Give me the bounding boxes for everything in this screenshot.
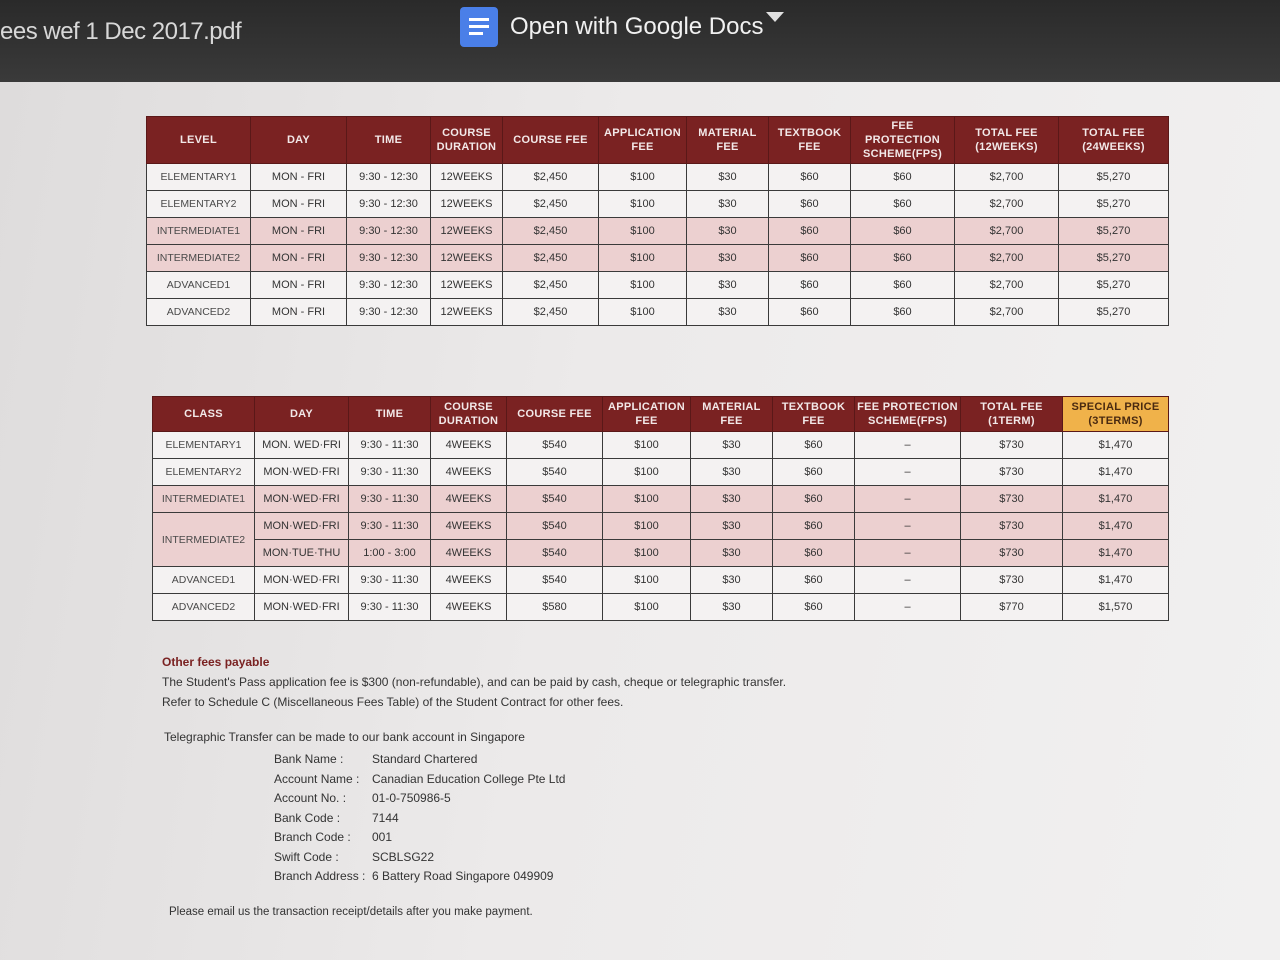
table-row <box>153 486 1169 513</box>
table-cell: 12WEEKS <box>431 299 503 326</box>
table-cell: 12WEEKS <box>431 245 503 272</box>
level-cell: ELEMENTARY2 <box>153 459 255 486</box>
table-cell: $730 <box>961 540 1063 567</box>
table-cell: $2,450 <box>503 191 599 218</box>
column-header: LEVEL <box>147 117 251 164</box>
table-cell: MON - FRI <box>251 245 347 272</box>
table-cell: $100 <box>599 299 687 326</box>
table-cell: $30 <box>687 191 769 218</box>
table-row <box>147 191 1169 218</box>
column-header: TOTAL FEE (12WEEKS) <box>955 117 1059 164</box>
table-cell: $1,470 <box>1063 540 1169 567</box>
column-header: TOTAL FEE (1TERM) <box>961 397 1063 432</box>
table-cell: 12WEEKS <box>431 218 503 245</box>
table-cell: $60 <box>773 540 855 567</box>
bank-field-label: Branch Address : <box>274 869 366 883</box>
table-cell: 4WEEKS <box>431 486 507 513</box>
column-header: FEE PROTECTION SCHEME(FPS) <box>851 117 955 164</box>
table-cell: 9:30 - 11:30 <box>349 567 431 594</box>
table-cell: $100 <box>603 459 691 486</box>
table-cell: $540 <box>507 567 603 594</box>
level-cell: ADVANCED2 <box>153 594 255 621</box>
table-cell: $30 <box>687 245 769 272</box>
table-cell: $540 <box>507 459 603 486</box>
table-cell: 9:30 - 12:30 <box>347 299 431 326</box>
table-cell: $100 <box>603 594 691 621</box>
table-cell: MON - FRI <box>251 299 347 326</box>
table-row <box>147 299 1169 326</box>
table-cell: $60 <box>773 594 855 621</box>
table-cell: MON - FRI <box>251 191 347 218</box>
table-cell: $100 <box>599 245 687 272</box>
table-cell: $2,700 <box>955 191 1059 218</box>
table-cell: MON - FRI <box>251 272 347 299</box>
table-cell: $2,450 <box>503 218 599 245</box>
column-header: APPLICATION FEE <box>599 117 687 164</box>
bank-field-value: SCBLSG22 <box>372 849 435 864</box>
google-docs-icon <box>460 7 498 47</box>
table-row <box>147 245 1169 272</box>
file-name: ees wef 1 Dec 2017.pdf <box>0 18 242 45</box>
table-cell: – <box>855 567 961 594</box>
table-cell: $5,270 <box>1059 299 1169 326</box>
bank-field-label: Bank Name : <box>274 752 344 766</box>
table-cell: – <box>855 513 961 540</box>
table-cell: – <box>855 486 961 513</box>
table-cell: $5,270 <box>1059 191 1169 218</box>
table-cell: 9:30 - 12:30 <box>347 245 431 272</box>
bank-intro: Telegraphic Transfer can be made to our bank account in Singapore <box>164 730 525 744</box>
table-cell: $60 <box>773 567 855 594</box>
bank-field-value: 6 Battery Road Singapore 049909 <box>372 869 554 883</box>
bank-field-value: 001 <box>372 830 393 844</box>
table-cell: $60 <box>773 486 855 513</box>
column-header: APPLICATION FEE <box>603 397 691 432</box>
column-header: TIME <box>347 117 431 164</box>
table-cell: $1,470 <box>1063 513 1169 540</box>
column-header: SPECIAL PRICE (3TERMS) <box>1063 397 1169 432</box>
table-cell: MON·WED·FRI <box>255 486 349 513</box>
column-header: FEE PROTECTION SCHEME(FPS) <box>855 397 961 432</box>
student-pass-note: The Student's Pass application fee is $300 (non-refundable), and can be paid by cash, cheque or telegraphic transfer. <box>162 675 787 689</box>
table-cell: $2,450 <box>503 272 599 299</box>
table-cell: $730 <box>961 459 1063 486</box>
table-cell: MON·WED·FRI <box>255 513 349 540</box>
table-cell: $2,700 <box>955 245 1059 272</box>
column-header: COURSE DURATION <box>431 117 503 164</box>
table-cell: $1,570 <box>1063 594 1169 621</box>
table-cell: $2,450 <box>503 245 599 272</box>
table-cell: $1,470 <box>1063 459 1169 486</box>
table-row <box>153 540 1169 567</box>
table-cell: $2,700 <box>955 164 1059 191</box>
table-cell: $100 <box>603 432 691 459</box>
table-cell: MON·WED·FRI <box>255 594 349 621</box>
table-cell: $100 <box>599 272 687 299</box>
column-header: COURSE FEE <box>507 397 603 432</box>
table-cell: $30 <box>691 513 773 540</box>
level-cell: INTERMEDIATE1 <box>147 218 251 245</box>
table-cell: $30 <box>691 486 773 513</box>
column-header: COURSE FEE <box>503 117 599 164</box>
table-cell: $60 <box>773 432 855 459</box>
table-cell: 9:30 - 11:30 <box>349 432 431 459</box>
table-cell: $60 <box>769 299 851 326</box>
table-cell: $540 <box>507 540 603 567</box>
column-header: MATERIAL FEE <box>691 397 773 432</box>
table-row <box>153 432 1169 459</box>
table-cell: $30 <box>687 272 769 299</box>
column-header: DAY <box>251 117 347 164</box>
table-cell: $60 <box>851 272 955 299</box>
bank-field-value: 01-0-750986-5 <box>372 791 451 805</box>
email-note: Please email us the transaction receipt/details after you make payment. <box>169 906 533 918</box>
level-cell: ELEMENTARY1 <box>147 164 251 191</box>
level-cell: ADVANCED2 <box>147 299 251 326</box>
table-cell: $540 <box>507 432 603 459</box>
table-row <box>153 513 1169 540</box>
fees-table-4-weeks <box>152 396 1169 621</box>
table-cell: $100 <box>603 513 691 540</box>
table-cell: 12WEEKS <box>431 191 503 218</box>
level-cell: ADVANCED1 <box>147 272 251 299</box>
table-cell: $2,700 <box>955 272 1059 299</box>
schedule-c-note: Refer to Schedule C (Miscellaneous Fees Table) of the Student Contract for other fees. <box>162 695 624 709</box>
bank-field-label: Bank Code : <box>274 810 341 825</box>
open-with-google-docs-button[interactable] <box>460 5 763 49</box>
level-cell: INTERMEDIATE2 <box>153 513 255 567</box>
bank-field-label: Swift Code : <box>274 849 339 864</box>
table-cell: MON. WED·FRI <box>255 432 349 459</box>
table-cell: 9:30 - 11:30 <box>349 459 431 486</box>
table-cell: $730 <box>961 567 1063 594</box>
table-row <box>153 567 1169 594</box>
table-cell: $60 <box>851 245 955 272</box>
column-header: TEXTBOOK FEE <box>769 117 851 164</box>
other-fees-heading: Other fees payable <box>162 655 270 669</box>
table-cell: 4WEEKS <box>431 567 507 594</box>
level-cell: INTERMEDIATE1 <box>153 486 255 513</box>
table-row <box>153 459 1169 486</box>
column-header: TEXTBOOK FEE <box>773 397 855 432</box>
table-cell: 9:30 - 11:30 <box>349 486 431 513</box>
table-cell: $60 <box>851 218 955 245</box>
table-cell: 12WEEKS <box>431 272 503 299</box>
column-header: CLASS <box>153 397 255 432</box>
column-header: TOTAL FEE (24WEEKS) <box>1059 117 1169 164</box>
table-cell: $540 <box>507 486 603 513</box>
bank-field-value: 7144 <box>372 810 399 825</box>
table-cell: $60 <box>851 299 955 326</box>
column-header: COURSE DURATION <box>431 397 507 432</box>
pdf-viewer-toolbar <box>0 0 1280 82</box>
table-cell: MON·TUE·THU <box>255 540 349 567</box>
bank-field-label: Branch Code : <box>274 830 351 844</box>
chevron-down-icon[interactable] <box>766 12 784 22</box>
fees-table-12-weeks <box>146 116 1169 326</box>
table-cell: $60 <box>773 459 855 486</box>
table-cell: $730 <box>961 486 1063 513</box>
bank-field-label: Account No. : <box>274 791 347 805</box>
table-cell: $5,270 <box>1059 164 1169 191</box>
table-cell: $730 <box>961 432 1063 459</box>
table-cell: $100 <box>603 567 691 594</box>
table-cell: 9:30 - 12:30 <box>347 218 431 245</box>
table-cell: $60 <box>769 245 851 272</box>
bank-field-value: Canadian Education College Pte Ltd <box>372 771 566 786</box>
table-cell: $5,270 <box>1059 272 1169 299</box>
table-cell: $30 <box>687 218 769 245</box>
column-header: TIME <box>349 397 431 432</box>
table-cell: $30 <box>691 567 773 594</box>
table-cell: 1:00 - 3:00 <box>349 540 431 567</box>
table-cell: $60 <box>851 191 955 218</box>
table-row <box>147 218 1169 245</box>
bank-details <box>164 730 566 883</box>
table-cell: $5,270 <box>1059 218 1169 245</box>
table-cell: $60 <box>769 191 851 218</box>
table-cell: $60 <box>769 164 851 191</box>
table-row <box>147 164 1169 191</box>
table-cell: MON - FRI <box>251 218 347 245</box>
column-header: DAY <box>255 397 349 432</box>
table-cell: $540 <box>507 513 603 540</box>
level-cell: INTERMEDIATE2 <box>147 245 251 272</box>
table-row <box>147 272 1169 299</box>
table-cell: 9:30 - 12:30 <box>347 191 431 218</box>
table-cell: – <box>855 594 961 621</box>
table-cell: $30 <box>687 299 769 326</box>
table-cell: – <box>855 540 961 567</box>
table-cell: $60 <box>769 272 851 299</box>
table-cell: $30 <box>687 164 769 191</box>
level-cell: ADVANCED1 <box>153 567 255 594</box>
table-cell: $30 <box>691 432 773 459</box>
table-cell: 12WEEKS <box>431 164 503 191</box>
table-cell: $30 <box>691 459 773 486</box>
table-cell: 9:30 - 12:30 <box>347 272 431 299</box>
table-row <box>153 594 1169 621</box>
table-cell: 4WEEKS <box>431 594 507 621</box>
table-cell: $30 <box>691 594 773 621</box>
table-cell: $2,700 <box>955 299 1059 326</box>
level-cell: ELEMENTARY1 <box>153 432 255 459</box>
table-cell: $2,450 <box>503 299 599 326</box>
bank-field-value: Standard Chartered <box>372 752 478 766</box>
table-cell: $5,270 <box>1059 245 1169 272</box>
table-cell: $100 <box>603 540 691 567</box>
table-cell: $580 <box>507 594 603 621</box>
table-cell: $2,700 <box>955 218 1059 245</box>
table-cell: 4WEEKS <box>431 540 507 567</box>
table-cell: 4WEEKS <box>431 513 507 540</box>
table-cell: $100 <box>599 218 687 245</box>
table-cell: $770 <box>961 594 1063 621</box>
table-cell: 9:30 - 11:30 <box>349 513 431 540</box>
table-cell: MON - FRI <box>251 164 347 191</box>
table-cell: $1,470 <box>1063 432 1169 459</box>
table-cell: MON·WED·FRI <box>255 567 349 594</box>
bank-field-label: Account Name : <box>274 771 360 786</box>
table-cell: $100 <box>599 191 687 218</box>
level-cell: ELEMENTARY2 <box>147 191 251 218</box>
table-cell: $100 <box>599 164 687 191</box>
table-cell: – <box>855 432 961 459</box>
table-cell: $1,470 <box>1063 486 1169 513</box>
table-cell: $30 <box>691 540 773 567</box>
table-cell: 4WEEKS <box>431 459 507 486</box>
table-cell: $60 <box>769 218 851 245</box>
table-cell: MON·WED·FRI <box>255 459 349 486</box>
table-cell: $60 <box>851 164 955 191</box>
table-cell: – <box>855 459 961 486</box>
open-with-label: Open with Google Docs <box>510 13 764 40</box>
other-fees-notes <box>162 652 786 712</box>
table-cell: 9:30 - 11:30 <box>349 594 431 621</box>
table-cell: $60 <box>773 513 855 540</box>
table-cell: $730 <box>961 513 1063 540</box>
table-cell: $2,450 <box>503 164 599 191</box>
table-cell: $1,470 <box>1063 567 1169 594</box>
table-cell: 4WEEKS <box>431 432 507 459</box>
column-header: MATERIAL FEE <box>687 117 769 164</box>
table-cell: $100 <box>603 486 691 513</box>
table-cell: 9:30 - 12:30 <box>347 164 431 191</box>
